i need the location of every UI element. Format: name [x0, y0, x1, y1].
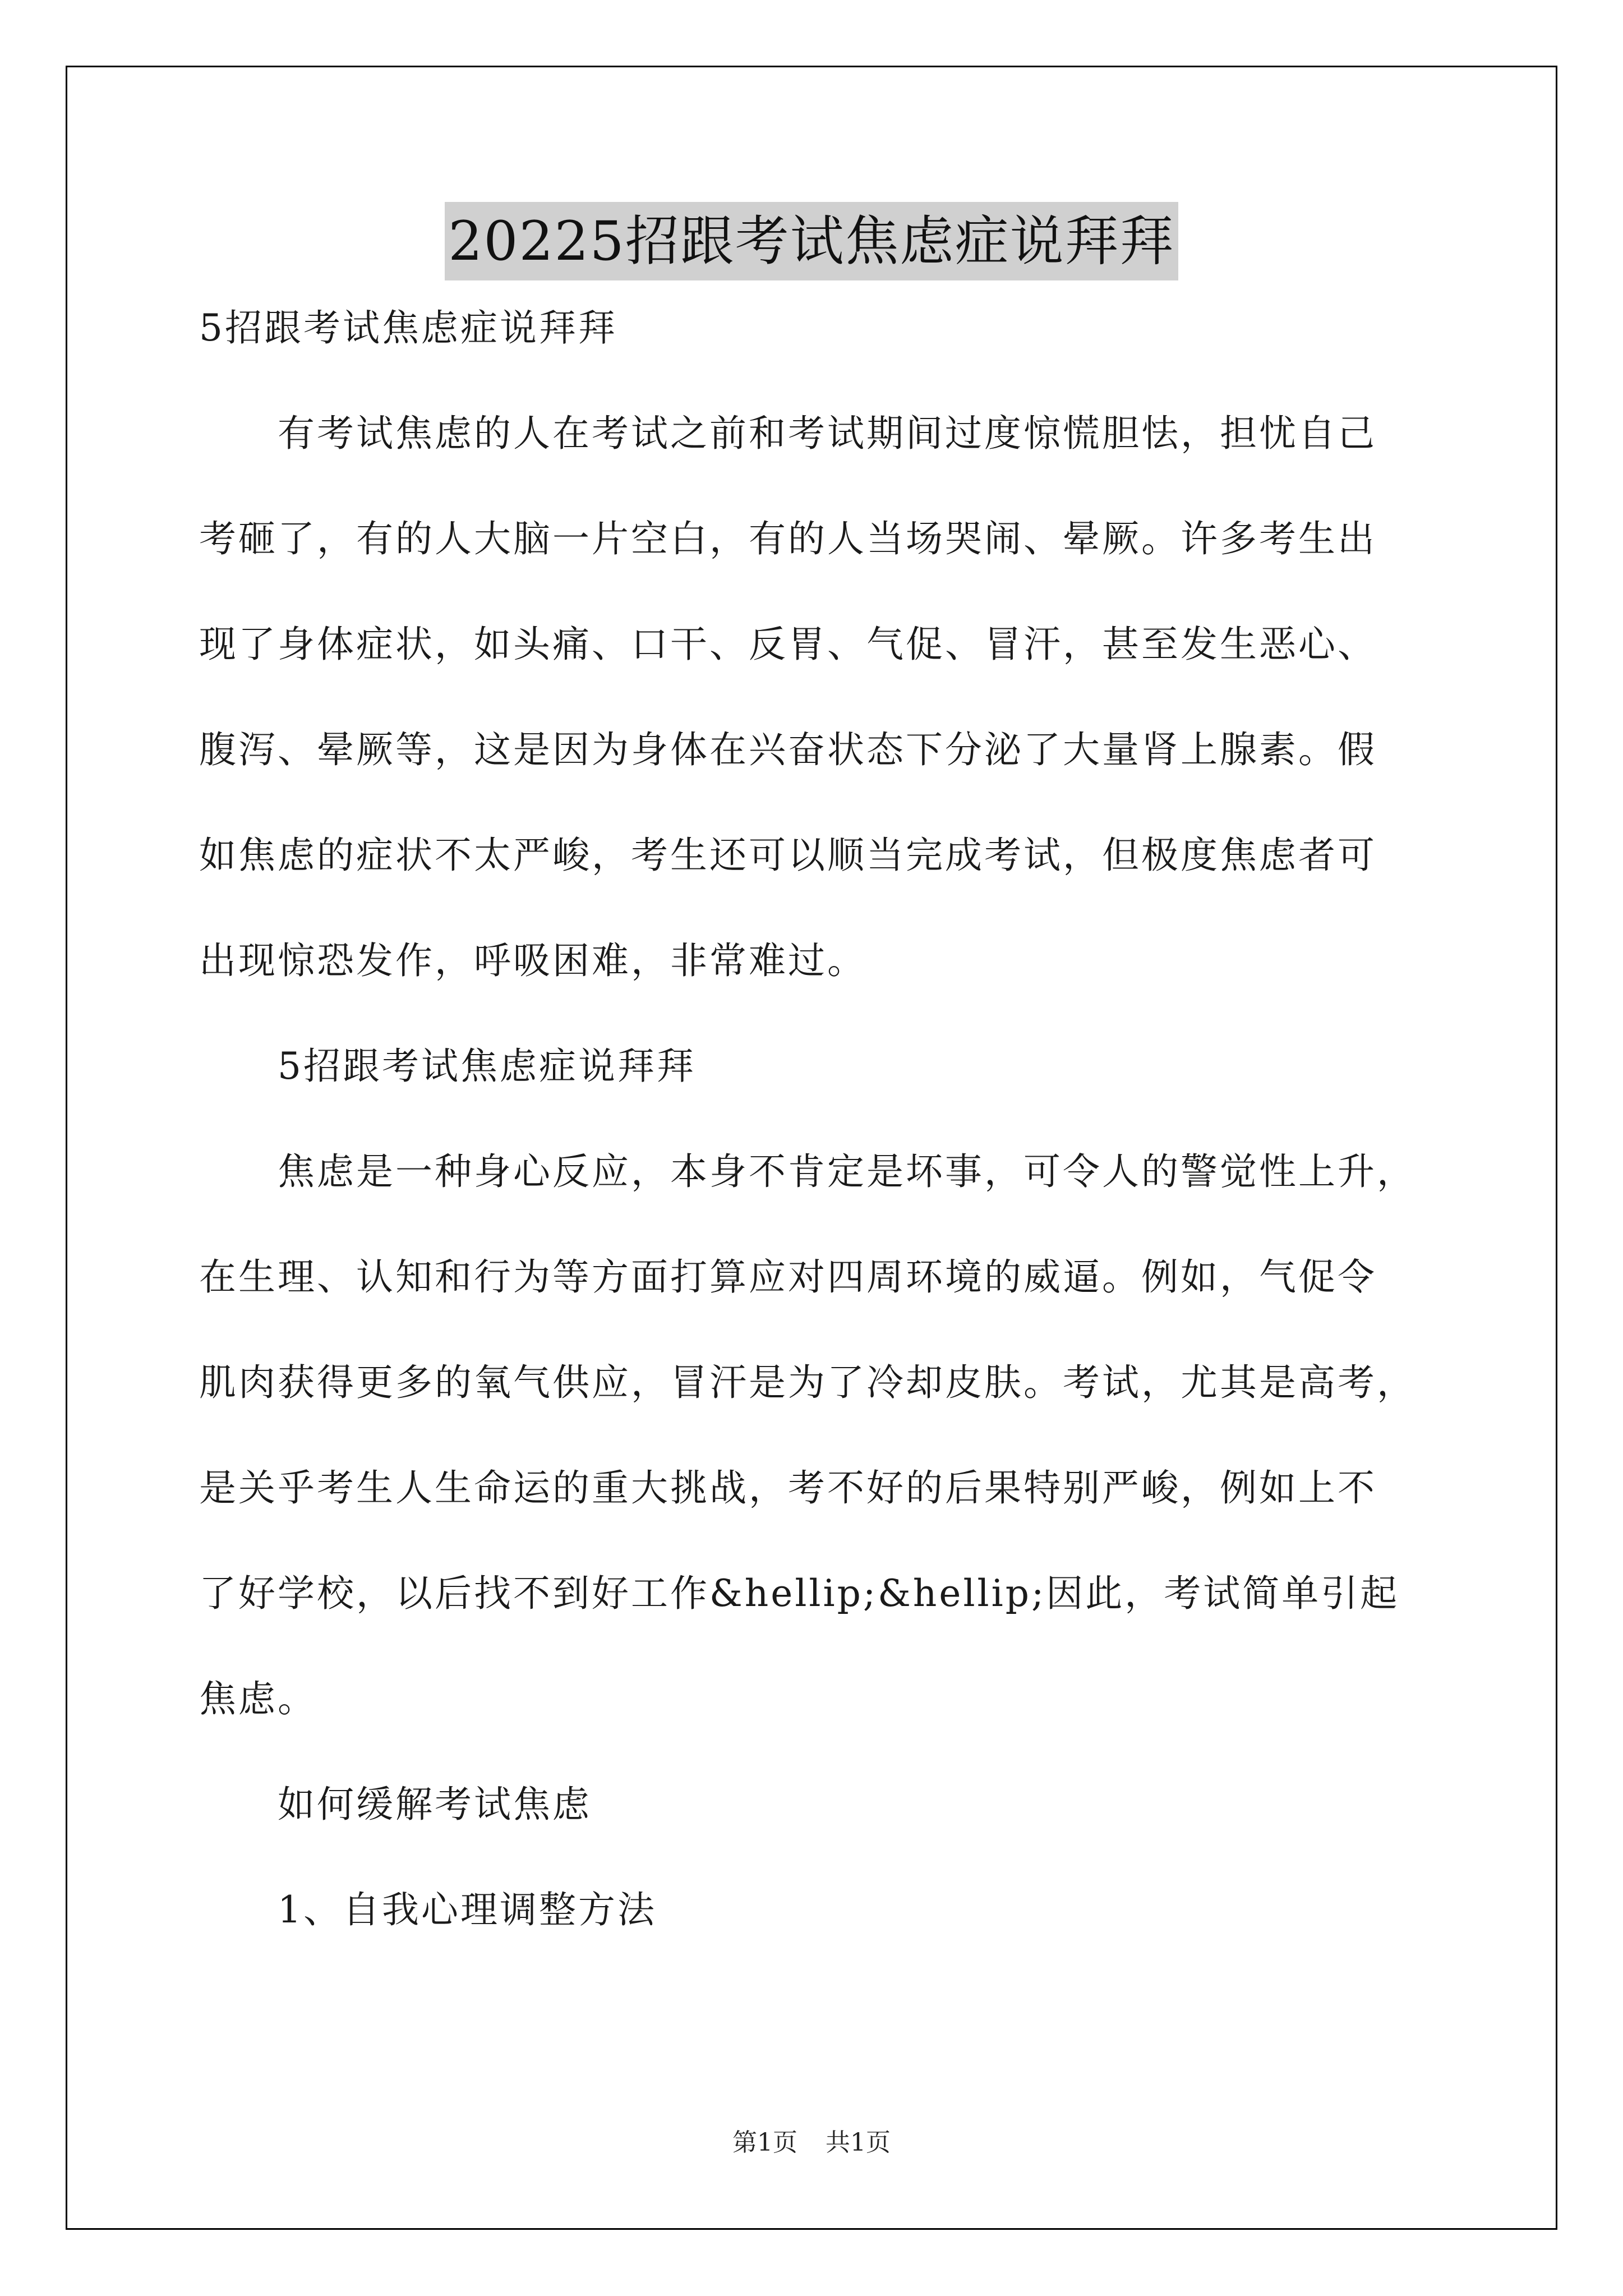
text-line: 如何缓解考试焦虑 [278, 1783, 592, 1826]
text-line: 是关乎考生人生命运的重大挑战，考不好的后果特别严峻，例如上不 [199, 1466, 1377, 1510]
text-line: 出现惊恐发作，呼吸困难，非常难过。 [199, 939, 866, 982]
document-title: 20225招跟考试焦虑症说拜拜 [445, 202, 1178, 280]
page-total: 共1页 [826, 2128, 891, 2157]
text-line: 了好学校，以后找不到好工作&hellip;&hellip;因此，考试简单引起 [199, 1572, 1400, 1615]
title-container [0, 202, 1623, 280]
text-line: 考砸了，有的人大脑一片空白，有的人当场哭闹、晕厥。许多考生出 [199, 517, 1377, 560]
text-line: 1、自我心理调整方法 [278, 1888, 657, 1931]
text-line: 焦虑是一种身心反应，本身不肯定是坏事，可令人的警觉性上升， [278, 1150, 1416, 1193]
page-footer [0, 2126, 1623, 2160]
text-line: 现了身体症状，如头痛、口干、反胃、气促、冒汗，甚至发生恶心、 [199, 623, 1377, 666]
text-line: 在生理、认知和行为等方面打算应对四周环境的威逼。例如，气促令 [199, 1255, 1377, 1299]
document-body [199, 300, 1461, 1987]
text-line: 腹泻、晕厥等，这是因为身体在兴奋状态下分泌了大量肾上腺素。假 [199, 728, 1377, 771]
text-line: 5招跟考试焦虑症说拜拜 [199, 306, 617, 349]
text-line: 如焦虑的症状不太严峻，考生还可以顺当完成考试，但极度焦虑者可 [199, 834, 1377, 877]
text-line: 5招跟考试焦虑症说拜拜 [278, 1045, 696, 1088]
text-line: 肌肉获得更多的氧气供应，冒汗是为了冷却皮肤。考试，尤其是高考， [199, 1361, 1416, 1404]
text-line: 焦虑。 [199, 1677, 317, 1720]
text-line: 有考试焦虑的人在考试之前和考试期间过度惊慌胆怯，担忧自己 [278, 412, 1377, 455]
page-number: 第1页 [732, 2128, 797, 2157]
